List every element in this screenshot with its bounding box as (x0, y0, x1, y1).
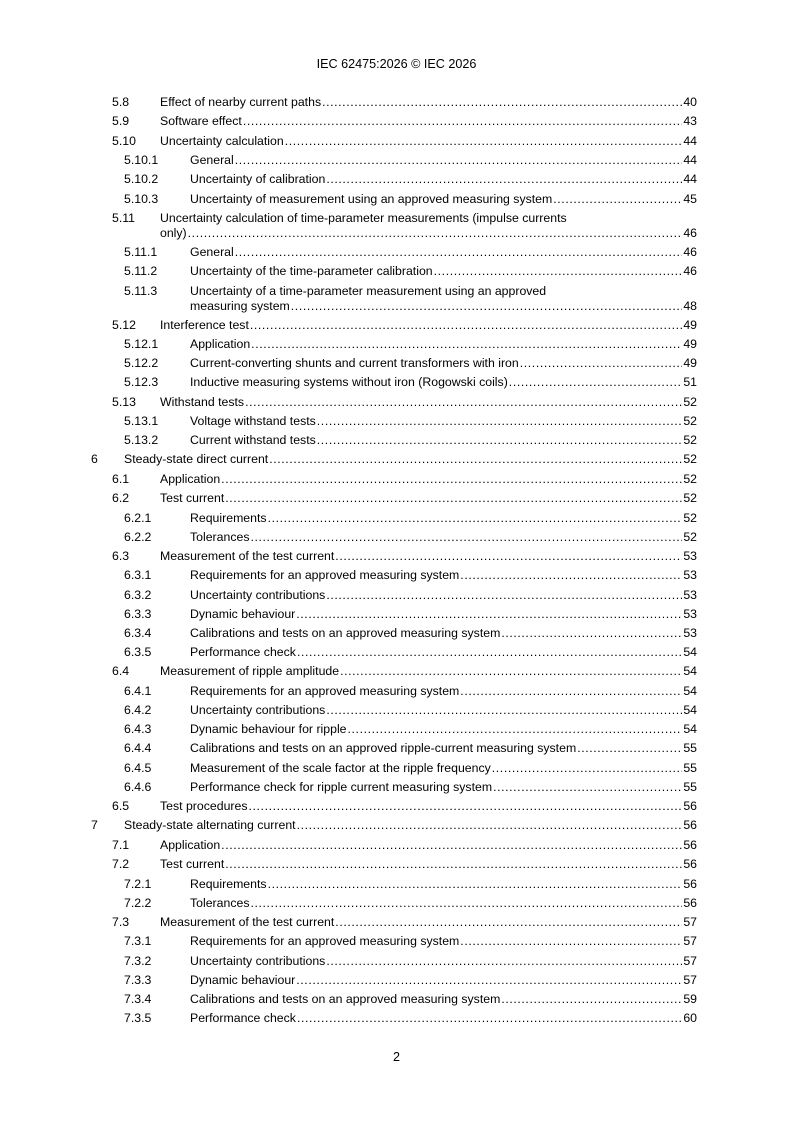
toc-section-number: 6.2.1 (124, 510, 152, 525)
toc-entry[interactable] (0, 607, 793, 622)
toc-entry[interactable] (0, 568, 793, 583)
toc-page-number: 46 (683, 264, 697, 279)
toc-entry[interactable] (0, 134, 793, 149)
toc-title: Software effect (160, 114, 242, 129)
toc-title: Performance check (190, 1011, 296, 1026)
toc-leader-dots (493, 780, 682, 795)
toc-section-number: 6.3.2 (124, 587, 152, 602)
toc-leader-dots (348, 722, 682, 737)
toc-page-number: 44 (683, 133, 697, 148)
toc-entry[interactable] (0, 722, 793, 737)
toc-leader-dots (317, 414, 682, 429)
toc-section-number: 5.12.3 (124, 375, 159, 390)
table-of-contents (0, 95, 793, 1030)
toc-entry[interactable] (0, 375, 793, 390)
toc-leader-dots (322, 95, 682, 110)
toc-leader-dots (245, 395, 682, 410)
toc-entry[interactable] (0, 645, 793, 660)
toc-entry[interactable] (0, 877, 793, 892)
toc-title: Voltage withstand tests (190, 414, 316, 429)
toc-title: Dynamic behaviour for ripple (190, 722, 347, 737)
toc-section-number: 5.12 (112, 317, 136, 332)
toc-section-number: 5.11.2 (124, 264, 158, 279)
toc-page-number: 56 (683, 857, 697, 872)
page-number: 2 (392, 1050, 400, 1064)
toc-leader-dots (250, 318, 682, 333)
toc-page-number: 57 (683, 934, 697, 949)
page-header: IEC 62475:2026 © IEC 2026 (316, 57, 477, 71)
toc-section-number: 6.4.1 (124, 683, 152, 698)
toc-page-number: 52 (683, 529, 697, 544)
toc-entry[interactable] (0, 588, 793, 603)
toc-title: Current-converting shunts and current transformers with iron (190, 356, 519, 371)
toc-entry[interactable] (0, 211, 793, 241)
toc-title: Test current (160, 857, 225, 872)
toc-leader-dots (297, 818, 682, 833)
toc-leader-dots (296, 973, 682, 988)
toc-title: Requirements for an approved measuring system (190, 683, 460, 698)
toc-page-number: 55 (683, 760, 697, 775)
toc-entry[interactable] (0, 414, 793, 429)
toc-entry[interactable] (0, 799, 793, 814)
toc-page-number: 53 (683, 587, 697, 602)
toc-section-number: 7 (91, 818, 98, 833)
toc-page-number: 45 (683, 191, 697, 206)
toc-section-number: 6.3 (112, 549, 130, 564)
toc-section-number: 5.10.3 (124, 191, 159, 206)
toc-entry[interactable] (0, 857, 793, 872)
toc-entry[interactable] (0, 915, 793, 930)
toc-section-number: 7.3.3 (124, 972, 152, 987)
toc-title: Interference test (160, 317, 249, 332)
toc-page-number: 52 (683, 452, 697, 467)
toc-page-number: 56 (683, 837, 697, 852)
toc-title: Uncertainty of measurement using an approved measuring system (190, 191, 553, 206)
toc-section-number: 7.2 (112, 857, 130, 872)
toc-page-number: 55 (683, 779, 697, 794)
toc-leader-dots (434, 264, 682, 279)
toc-section-number: 7.3.5 (124, 1011, 152, 1026)
toc-leader-dots (235, 245, 682, 260)
toc-entry[interactable] (0, 896, 793, 911)
toc-section-number: 6.1 (112, 471, 130, 486)
toc-title: Requirements (190, 876, 267, 891)
toc-title: Calibrations and tests on an approved measuring system (190, 626, 501, 641)
toc-leader-dots (501, 626, 682, 641)
toc-page-number: 44 (683, 172, 697, 187)
toc-page-number: 40 (683, 95, 697, 109)
toc-title: Measurement of the scale factor at the ripple frequency (190, 760, 491, 775)
toc-entry[interactable] (0, 356, 793, 371)
toc-entry[interactable] (0, 172, 793, 187)
toc-section-number: 7.3 (112, 914, 130, 929)
toc-title: Uncertainty of a time-parameter measurement using an approved (190, 283, 547, 298)
toc-section-number: 6.4.5 (124, 760, 152, 775)
toc-leader-dots (577, 741, 682, 756)
toc-page-number: 60 (683, 1011, 697, 1026)
toc-title: Steady-state direct current (124, 452, 269, 467)
toc-section-number: 5.10 (112, 133, 136, 148)
toc-leader-dots (268, 511, 682, 526)
toc-leader-dots (225, 857, 682, 872)
toc-section-number: 6.4.3 (124, 722, 152, 737)
toc-leader-dots (268, 877, 682, 892)
toc-leader-dots (340, 664, 682, 679)
toc-entry[interactable] (0, 337, 793, 352)
toc-entry[interactable] (0, 818, 793, 833)
toc-page-number: 53 (683, 549, 697, 564)
toc-page-number: 54 (683, 683, 697, 698)
toc-section-number: 6.3.5 (124, 645, 152, 660)
toc-entry[interactable] (0, 318, 793, 333)
toc-page-number: 52 (683, 471, 697, 486)
toc-page-number: 49 (683, 337, 697, 352)
toc-leader-dots (326, 703, 682, 718)
toc-leader-dots (221, 472, 682, 487)
toc-entry[interactable] (0, 245, 793, 260)
toc-title: Test current (160, 491, 225, 506)
toc-leader-dots (235, 153, 682, 168)
toc-title: Measurement of the test current (160, 549, 335, 564)
toc-title: Uncertainty of calibration (190, 172, 326, 187)
toc-leader-dots (291, 299, 682, 314)
toc-title: Requirements for an approved measuring system (190, 568, 460, 583)
toc-section-number: 6.4.2 (124, 702, 152, 717)
toc-page-number: 54 (683, 702, 697, 717)
toc-entry[interactable] (0, 264, 793, 279)
toc-page-number: 56 (683, 895, 697, 910)
toc-title: Uncertainty contributions (190, 587, 326, 602)
toc-page-number: 56 (683, 798, 697, 813)
toc-title: Effect of nearby current paths (160, 95, 322, 109)
toc-page-number: 57 (683, 972, 697, 987)
toc-section-number: 7.3.4 (124, 991, 152, 1006)
toc-page-number: 56 (683, 818, 697, 833)
toc-section-number: 5.13.1 (124, 414, 159, 429)
toc-page-number: 52 (683, 394, 697, 409)
toc-page-number: 53 (683, 606, 697, 621)
toc-title: Inductive measuring systems without iron (Rogowski coils) (190, 375, 508, 390)
toc-entry[interactable] (0, 992, 793, 1007)
toc-title: Requirements for an approved measuring system (190, 934, 460, 949)
toc-entry[interactable] (0, 780, 793, 795)
toc-section-number: 5.13 (112, 394, 136, 409)
toc-leader-dots (297, 1011, 682, 1026)
toc-entry[interactable] (0, 761, 793, 776)
toc-page-number: 52 (683, 414, 697, 429)
toc-entry[interactable] (0, 549, 793, 564)
toc-section-number: 5.10.1 (124, 153, 159, 168)
toc-leader-dots (317, 433, 682, 448)
toc-title: General (190, 245, 234, 260)
toc-leader-dots (250, 530, 682, 545)
toc-leader-dots (553, 192, 682, 207)
toc-leader-dots (296, 607, 682, 622)
toc-entry[interactable] (0, 472, 793, 487)
toc-title: Tolerances (190, 895, 250, 910)
toc-page-number: 52 (683, 433, 697, 448)
toc-page-number: 53 (683, 626, 697, 641)
toc-section-number: 7.2.1 (124, 876, 152, 891)
toc-title: Performance check (190, 645, 296, 660)
toc-title: Withstand tests (160, 394, 245, 409)
toc-section-number: 6.3.4 (124, 626, 152, 641)
toc-entry[interactable] (0, 530, 793, 545)
toc-section-number: 6.3.3 (124, 606, 152, 621)
toc-section-number: 5.9 (112, 114, 130, 129)
toc-section-number: 7.3.2 (124, 953, 152, 968)
toc-section-number: 5.12.1 (124, 337, 159, 352)
toc-page-number: 54 (683, 722, 697, 737)
toc-leader-dots (326, 588, 682, 603)
toc-title: Uncertainty contributions (190, 953, 326, 968)
toc-section-number: 7.3.1 (124, 934, 152, 949)
toc-page-number: 46 (683, 225, 697, 240)
toc-title: Calibrations and tests on an approved ripple-current measuring system (190, 741, 577, 756)
toc-leader-dots (221, 838, 682, 853)
toc-title: Application (190, 337, 251, 352)
toc-section-number: 5.12.2 (124, 356, 159, 371)
toc-section-number: 6.4.6 (124, 779, 152, 794)
toc-title: Uncertainty calculation of time-parameter measurements (impulse currents (160, 210, 567, 225)
toc-entry[interactable] (0, 1011, 793, 1026)
toc-title: Test procedures (160, 798, 248, 813)
toc-title: Dynamic behaviour (190, 606, 296, 621)
toc-page-number: 46 (683, 245, 697, 260)
toc-leader-dots (509, 375, 682, 390)
toc-page-number: 51 (683, 375, 697, 390)
toc-leader-dots (250, 896, 682, 911)
toc-title: measuring system (190, 298, 290, 313)
toc-leader-dots (251, 337, 682, 352)
toc-page-number: 57 (683, 914, 697, 929)
toc-page-number: 55 (683, 741, 697, 756)
toc-entry[interactable] (0, 433, 793, 448)
toc-entry[interactable] (0, 626, 793, 641)
toc-entry[interactable] (0, 395, 793, 410)
toc-leader-dots (297, 645, 682, 660)
toc-page-number: 54 (683, 645, 697, 660)
toc-section-number: 7.1 (112, 837, 130, 852)
toc-title: only) (160, 225, 187, 240)
toc-entry[interactable] (0, 491, 793, 506)
toc-section-number: 6.5 (112, 798, 130, 813)
toc-page-number: 57 (683, 953, 697, 968)
toc-title: Uncertainty calculation (160, 133, 284, 148)
toc-title: General (190, 153, 234, 168)
toc-entry[interactable] (0, 741, 793, 756)
toc-entry[interactable] (0, 452, 793, 467)
toc-entry[interactable] (0, 192, 793, 207)
toc-title: Tolerances (190, 529, 250, 544)
toc-page-number: 54 (683, 664, 697, 679)
toc-title: Application (160, 471, 221, 486)
toc-entry[interactable] (0, 838, 793, 853)
toc-entry[interactable] (0, 934, 793, 949)
toc-section-number: 6.4.4 (124, 741, 152, 756)
toc-section-number: 5.10.2 (124, 172, 159, 187)
toc-leader-dots (460, 934, 682, 949)
toc-title: Dynamic behaviour (190, 972, 296, 987)
toc-section-number: 5.8 (112, 95, 130, 109)
toc-page-number: 49 (683, 317, 697, 332)
toc-entry[interactable] (0, 114, 793, 129)
toc-section-number: 6.2 (112, 491, 130, 506)
toc-section-number: 5.11.3 (124, 283, 158, 298)
toc-leader-dots (243, 114, 682, 129)
toc-leader-dots (326, 172, 682, 187)
toc-leader-dots (249, 799, 683, 814)
toc-section-number: 6.3.1 (124, 568, 152, 583)
toc-page-number: 52 (683, 510, 697, 525)
toc-leader-dots (501, 992, 682, 1007)
toc-page-number: 44 (683, 153, 697, 168)
toc-page-number: 56 (683, 876, 697, 891)
toc-entry[interactable] (0, 664, 793, 679)
toc-title: Performance check for ripple current measuring system (190, 779, 493, 794)
toc-section-number: 6.2.2 (124, 529, 152, 544)
toc-entry[interactable] (0, 684, 793, 699)
toc-title: Steady-state alternating current (124, 818, 296, 833)
toc-title: Application (160, 837, 221, 852)
toc-page-number: 48 (683, 298, 697, 313)
toc-leader-dots (285, 134, 682, 149)
toc-page-number: 43 (683, 114, 697, 129)
toc-leader-dots (492, 761, 682, 776)
toc-leader-dots (269, 452, 682, 467)
toc-leader-dots (225, 491, 682, 506)
toc-page-number: 49 (683, 356, 697, 371)
toc-page-number: 59 (683, 991, 697, 1006)
toc-section-number: 6.4 (112, 664, 130, 679)
toc-leader-dots (520, 356, 682, 371)
toc-entry[interactable] (0, 973, 793, 988)
toc-page-number: 52 (683, 491, 697, 506)
toc-entry[interactable] (0, 95, 793, 110)
toc-page-number: 53 (683, 568, 697, 583)
toc-section-number: 6 (91, 452, 98, 467)
toc-title: Uncertainty contributions (190, 702, 326, 717)
toc-leader-dots (188, 226, 682, 241)
toc-entry[interactable] (0, 703, 793, 718)
toc-leader-dots (326, 954, 682, 969)
toc-section-number: 5.11.1 (124, 245, 158, 260)
toc-leader-dots (335, 549, 682, 564)
toc-title: Requirements (190, 510, 267, 525)
toc-entry[interactable] (0, 153, 793, 168)
toc-section-number: 5.13.2 (124, 433, 159, 448)
toc-title: Uncertainty of the time-parameter calibration (190, 264, 433, 279)
toc-leader-dots (335, 915, 682, 930)
toc-title: Measurement of the test current (160, 914, 335, 929)
toc-title: Current withstand tests (190, 433, 316, 448)
toc-title: Measurement of ripple amplitude (160, 664, 340, 679)
toc-title: Calibrations and tests on an approved measuring system (190, 991, 501, 1006)
toc-section-number: 5.11 (112, 210, 136, 225)
toc-entry[interactable] (0, 954, 793, 969)
toc-entry[interactable] (0, 284, 793, 314)
toc-leader-dots (460, 684, 682, 699)
toc-leader-dots (460, 568, 682, 583)
toc-entry[interactable] (0, 511, 793, 526)
toc-section-number: 7.2.2 (124, 895, 152, 910)
